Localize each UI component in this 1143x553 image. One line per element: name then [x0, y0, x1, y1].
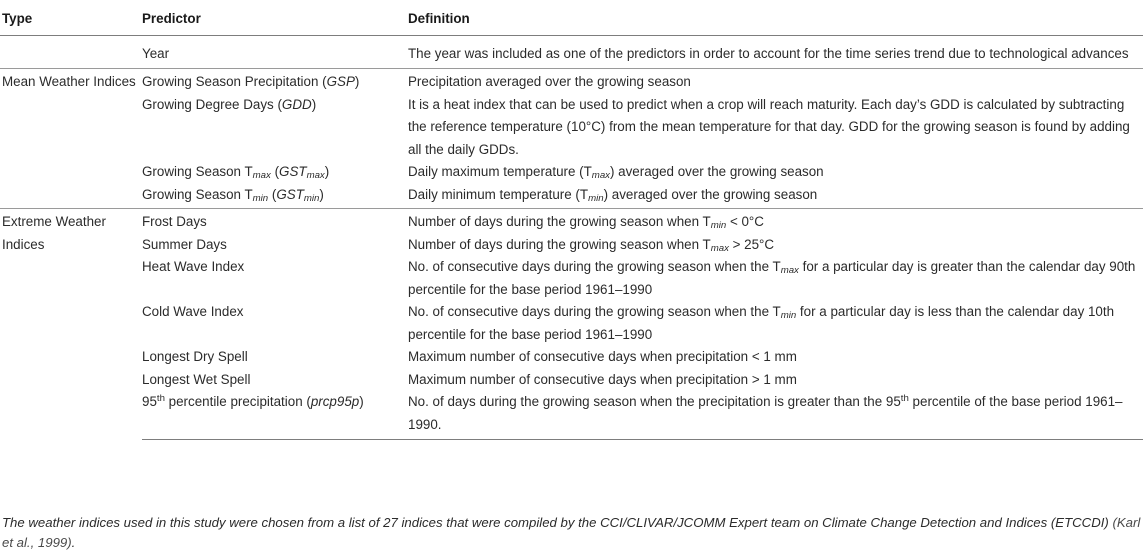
table-row [0, 94, 1143, 162]
header-definition: Definition [408, 5, 1143, 35]
predictor-cell: Cold Wave Index [142, 304, 244, 319]
group-type-mean: Mean Weather Indices [0, 69, 142, 209]
definition-cell: The year was included as one of the predictors in order to account for the time series trend due to technological advances [408, 45, 1129, 61]
group-type-time [0, 35, 142, 69]
definition-cell: No. of consecutive days during the growing season when the $T_{max}$ for a particular day is greater than the calendar day 90th percentile for the base period 1961–1990 [408, 259, 1136, 297]
table-row [0, 161, 1143, 184]
predictor-cell: Frost Days [142, 209, 408, 234]
table-row [0, 209, 1143, 234]
table-row [0, 35, 1143, 69]
weather-indices-table [0, 5, 1143, 440]
definition-cell: Precipitation averaged over the growing season [408, 69, 1143, 94]
definition-cell: Daily maximum temperature $(T_{max})$ averaged over the growing season [408, 164, 824, 181]
definition-cell: No. of days during the growing season when the precipitation is greater than the 95th percentile of the base period 1961–1990. [408, 391, 1143, 440]
definition-cell: Daily minimum temperature $(T_{min})$ averaged over the growing season [408, 186, 818, 204]
table-footnote: The weather indices used in this study were chosen from a list of 27 indices that were compiled by the CCI/CLIVAR/JCOMM Expert team on Climate Change Detection and Indices (ETCCDI) (Karl et al., 1999). [2, 515, 1141, 550]
predictor-cell: Longest Dry Spell [142, 349, 248, 364]
predictor-cell: Growing Season $T_{max}$ $(GST_{max})$ [142, 164, 330, 181]
predictor-cell: Growing Season Precipitation (GSP) [142, 69, 408, 94]
header-type: Type [0, 5, 142, 35]
predictor-cell: 95th percentile precipitation (prcp95p) [142, 391, 408, 440]
table-row [0, 301, 1143, 346]
table-row [0, 369, 1143, 392]
table-row [0, 256, 1143, 301]
header-row [0, 5, 1143, 35]
table-row [0, 69, 1143, 94]
table-row [0, 234, 1143, 257]
predictor-cell: Year [142, 45, 170, 61]
definition-cell: Number of days during the growing season when $T_{min} < 0^\circ C$ [408, 209, 1143, 234]
predictor-cell: Summer Days [142, 236, 227, 252]
table-row [0, 391, 1143, 440]
definition-cell: Number of days during the growing season when $T_{max} > 25^\circ C$ [408, 236, 775, 254]
citation-link[interactable]: (Karl et al., 1999) [2, 515, 1141, 550]
predictor-cell: Heat Wave Index [142, 259, 245, 274]
table-row [0, 346, 1143, 369]
definition-cell: Maximum number of consecutive days when precipitation < 1 mm [408, 349, 797, 364]
definition-cell: No. of consecutive days during the growing season when the $T_{min}$ for a particular day is less than the calendar day 10th percentile for the base period 1961–1990 [408, 304, 1115, 342]
definition-cell: It is a heat index that can be used to predict when a crop will reach maturity. Each day’s GDD is calculated by subtracting the reference temperature (10°C) from the mean temperature for that day. GDD for the growing season is found by adding all the daily GDDs. [408, 96, 1130, 157]
table-row [0, 184, 1143, 209]
group-type-extreme: Extreme Weather Indices [0, 209, 142, 440]
definition-cell: Maximum number of consecutive days when precipitation > 1 mm [408, 371, 797, 387]
predictor-cell: Growing Degree Days (GDD) [142, 96, 317, 112]
header-predictor: Predictor [142, 5, 408, 35]
predictor-cell: Growing Season $T_{min}$ $(GST_{min})$ [142, 186, 324, 204]
predictor-cell: Longest Wet Spell [142, 371, 251, 387]
